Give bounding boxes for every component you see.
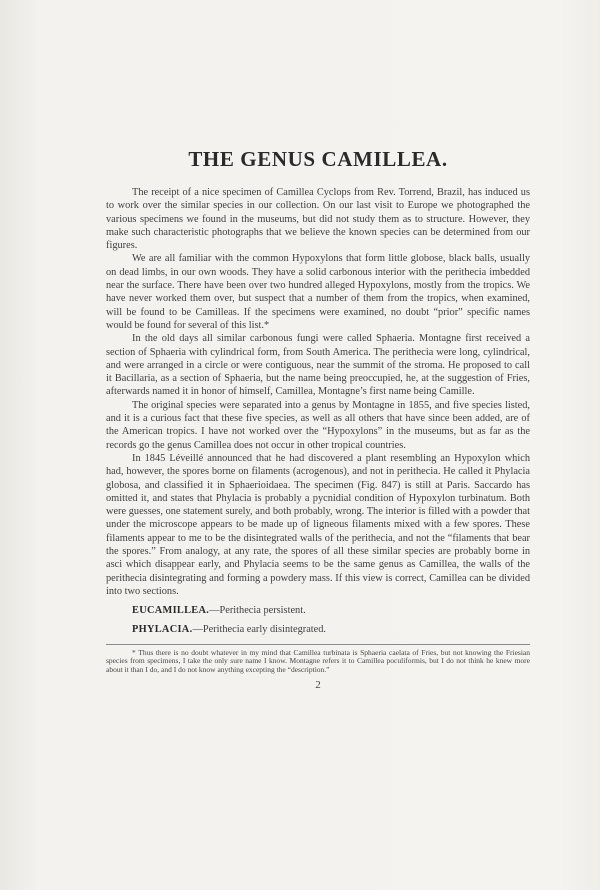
footnote-divider	[106, 644, 530, 645]
section-phylacia	[106, 623, 530, 636]
paragraph-1: The receipt of a nice specimen of Camillea Cyclops from Rev. Torrend, Brazil, has induced us to work over the similar species in our collection. On our last visit to Europe we photographed the various specimens we found in the museums, but did not study them as to structure. However, they make such characteristic photographs that we believe the known species can be determined from our figures.	[106, 187, 530, 252]
page-title: THE GENUS CAMILLEA.	[188, 147, 448, 171]
paragraph-2: We are all familiar with the common Hypoxylons that form little globose, black balls, usually on dead limbs, in our own woods. They have a solid carbonous interior with the perithecia imbedded near the surface. There have been over two hundred alleged Hypoxylons, mostly from the tropics. We have never worked them over, but suspect that a number of them from the tropics, when examined, will be found to be Camilleas. If the specimens were examined, no doubt “prior” specific names would be found for several of this list.*	[106, 253, 530, 331]
article	[106, 146, 530, 691]
paragraph-4: The original species were separated into a genus by Montagne in 1855, and five species listed, and it is a curious fact that these five species, as well as all others that have since been added, are of the American tropics. I have not worked over the “Hypoxylons” in the museums, but as far as the records go the genus Camillea does not occur in other tropical countries.	[106, 399, 530, 451]
section-eucamillea	[106, 604, 530, 617]
footnote: * Thus there is no doubt whatever in my mind that Camillea turbinata is Sphaeria caelata of Fries, but not knowing the Friesian species from specimens, I take the only sure name I know. Montagne refers it to Camillea poculiformis, but I do not think he knew more about it than I do, and I do not know anything excepting the “description.”	[106, 647, 530, 674]
section-description: —Perithecia early disintegrated.	[192, 623, 327, 635]
paragraph-3: In the old days all similar carbonous fungi were called Sphaeria. Montagne first received a section of Sphaeria with cylindrical form, from South America. The perithecia were long, cylindrical, and were arranged in a circle or were contiguous, near the summit of the stroma. He proposed to call it Bacillaria, as a section of Sphaeria, but the name being preoccupied, he, at the suggestion of Fries, afterwards named it in honor of himself, Camillea, Montagne’s first name being Camille.	[106, 333, 530, 398]
paragraph-5: In 1845 Léveillé announced that he had discovered a plant resembling an Hypoxylon which had, however, the spores borne on filaments (acrogenous), and not in perithecia. He called it Phylacia globosa, and classified it in Sphaerioidaea. The specimen (Fig. 847) is still at Paris. Saccardo has omitted it, and states that Phylacia is probably a pycnidial condition of Hypoxylon turbinatum. Both were guesses, one statement surely, and both probably, wrong. The interior is filled with a powder that under the microscope appears to be made up of ligneous filaments mixed with a few spores. These filaments appear to me to be the disintegrated walls of the perithecia, and not the “filaments that bear the spores.” From analogy, at any rate, the spores of all these similar species are probably borne in asci which disappear early, and Phylacia seems to be the same genus as Camillea, the walls of the perithecia disintegrating and forming a powdery mass. If this view is correct, Camillea can be divided into two sections.	[106, 452, 530, 597]
page-number: 2	[315, 679, 321, 692]
section-description: —Perithecia persistent.	[209, 605, 306, 617]
section-name: EUCAMILLEA.	[132, 605, 210, 617]
section-name: PHYLACIA.	[132, 623, 193, 635]
